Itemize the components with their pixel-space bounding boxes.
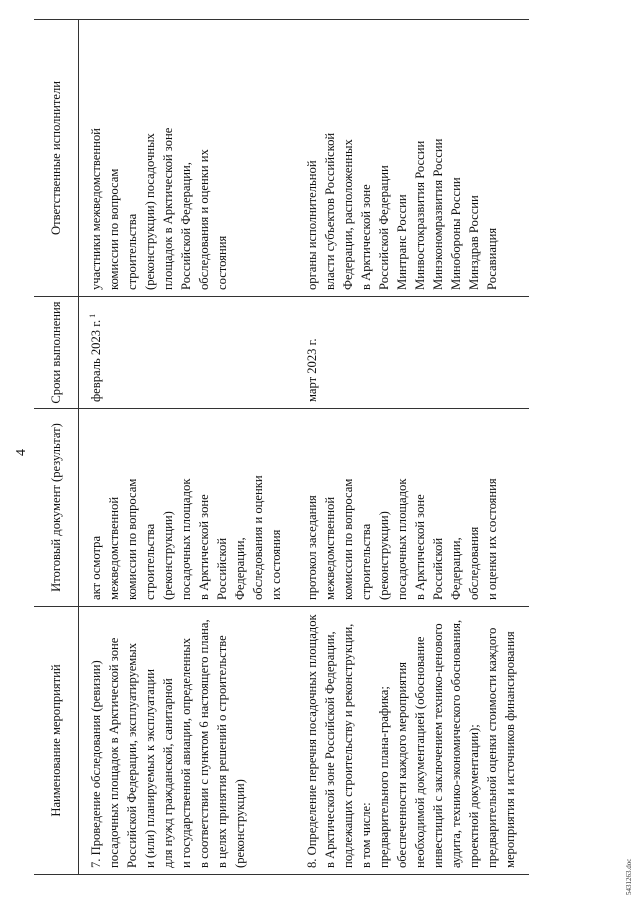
text-line: межведомственной: [323, 496, 337, 600]
text-line: их состояния: [269, 529, 283, 600]
text-line: органы исполнительной: [305, 160, 319, 290]
text-line: Минздрав России: [467, 195, 481, 290]
text-line: обследования: [467, 526, 481, 600]
cell-action: [295, 607, 529, 875]
text-line: Минобороны России: [449, 177, 463, 290]
text-line: власти субъектов Российской: [323, 132, 337, 290]
text-line: обеспеченности каждого мероприятия: [395, 661, 409, 868]
document-code: 5431263.doc: [625, 858, 633, 895]
text-line: в том числе:: [359, 802, 373, 868]
cell-result: [295, 409, 529, 607]
text-line: Минтранс России: [395, 194, 409, 290]
header-deadline: Сроки выполнения: [34, 297, 79, 409]
text-line: протокол заседания: [305, 495, 319, 600]
text-line: (реконструкции) посадочных: [143, 133, 157, 290]
cell-executors: [295, 20, 529, 297]
table-row: [295, 20, 529, 875]
text-line: для нужд гражданской, санитарной: [161, 678, 175, 868]
text-line: Российской: [431, 537, 445, 600]
table-row: [79, 20, 296, 875]
text-line: посадочных площадок: [395, 478, 409, 600]
cell-action: [79, 607, 296, 875]
text-line: Минэкономразвития России: [431, 138, 445, 290]
text-line: необходимой документацией (обоснование: [413, 636, 427, 868]
text-line: обследования и оценки: [251, 475, 265, 600]
text-line: участники межведомственной: [89, 128, 103, 290]
text-line: (реконструкции): [377, 511, 391, 600]
text-line: подлежащих строительству и реконструкции,: [341, 623, 355, 868]
text-line: строительства: [125, 213, 139, 290]
text-line: Российской: [215, 537, 229, 600]
text-line: предварительного плана-графика;: [377, 686, 391, 868]
text-line: 7. Проведение обследования (ревизии): [89, 660, 103, 868]
text-line: в соответствии с пунктом 6 настоящего плана,: [197, 619, 211, 868]
text-line: площадок в Арктической зоне: [161, 127, 175, 290]
text-line: Российской Федерации,: [179, 162, 193, 290]
cell-deadline: [79, 297, 296, 409]
text-line: Росавиация: [485, 227, 499, 290]
text-line: инвестиций с заключением технико-ценового: [431, 623, 445, 868]
text-line: строительства: [359, 523, 373, 600]
cell-deadline: [295, 297, 529, 409]
text-line: и (или) планируемых к эксплуатации: [143, 669, 157, 868]
text-line: акт осмотра: [89, 535, 103, 600]
text-line: в Арктической зоне: [197, 494, 211, 600]
text-line: предварительной оценки стоимости каждого: [485, 627, 499, 868]
text-line: мероприятия и источников финансирования: [503, 631, 517, 868]
text-line: аудита, технико-экономического обоснования,: [449, 619, 463, 868]
text-line: состояния: [215, 235, 229, 290]
text-line: (реконструкции): [161, 511, 175, 600]
text-line: в Арктической зоне: [359, 184, 373, 290]
text-line: посадочных площадок в Арктической зоне: [107, 637, 121, 868]
text-line: Минвостокразвития России: [413, 140, 427, 290]
text-line: строительства: [143, 523, 157, 600]
text-line: комиссии по вопросам: [341, 478, 355, 600]
page-number: 4: [14, 449, 29, 456]
text-line: в Арктической зоне: [413, 494, 427, 600]
action-plan-table: [34, 19, 529, 875]
text-line: комиссии по вопросам: [107, 168, 121, 290]
deadline-text: март 2023 г.: [305, 338, 319, 402]
text-line: в Арктической зоне Российской Федерации,: [323, 631, 337, 868]
text-line: Федерации, расположенных: [341, 139, 355, 290]
text-line: проектной документации);: [467, 724, 481, 868]
text-line: обследования и оценки их: [197, 149, 211, 290]
text-line: посадочных площадок: [179, 478, 193, 600]
text-line: Российской Федерации, эксплуатируемых: [125, 642, 139, 868]
text-line: межведомственной: [107, 496, 121, 600]
text-line: и государственной авиации, определенных: [179, 637, 193, 868]
text-line: 8. Определение перечня посадочных площадок: [305, 614, 319, 868]
header-actions: Наименование мероприятий: [34, 607, 79, 875]
header-result: Итоговый документ (результат): [34, 409, 79, 607]
footnote-marker: 1: [87, 313, 97, 318]
table-header-row: [34, 20, 79, 875]
deadline-text: февраль 2023 г.: [89, 319, 103, 402]
text-line: Федерации,: [449, 537, 463, 600]
header-executors: Ответственные исполнители: [34, 20, 79, 297]
text-line: (реконструкции): [233, 779, 247, 868]
text-line: и оценки их состояния: [485, 478, 499, 600]
text-line: в целях принятия решений о строительстве: [215, 635, 229, 868]
text-line: Федерации,: [233, 537, 247, 600]
text-line: комиссии по вопросам: [125, 478, 139, 600]
cell-executors: [79, 20, 296, 297]
cell-result: [79, 409, 296, 607]
text-line: [87, 301, 105, 402]
text-line: Российской Федерации: [377, 165, 391, 290]
